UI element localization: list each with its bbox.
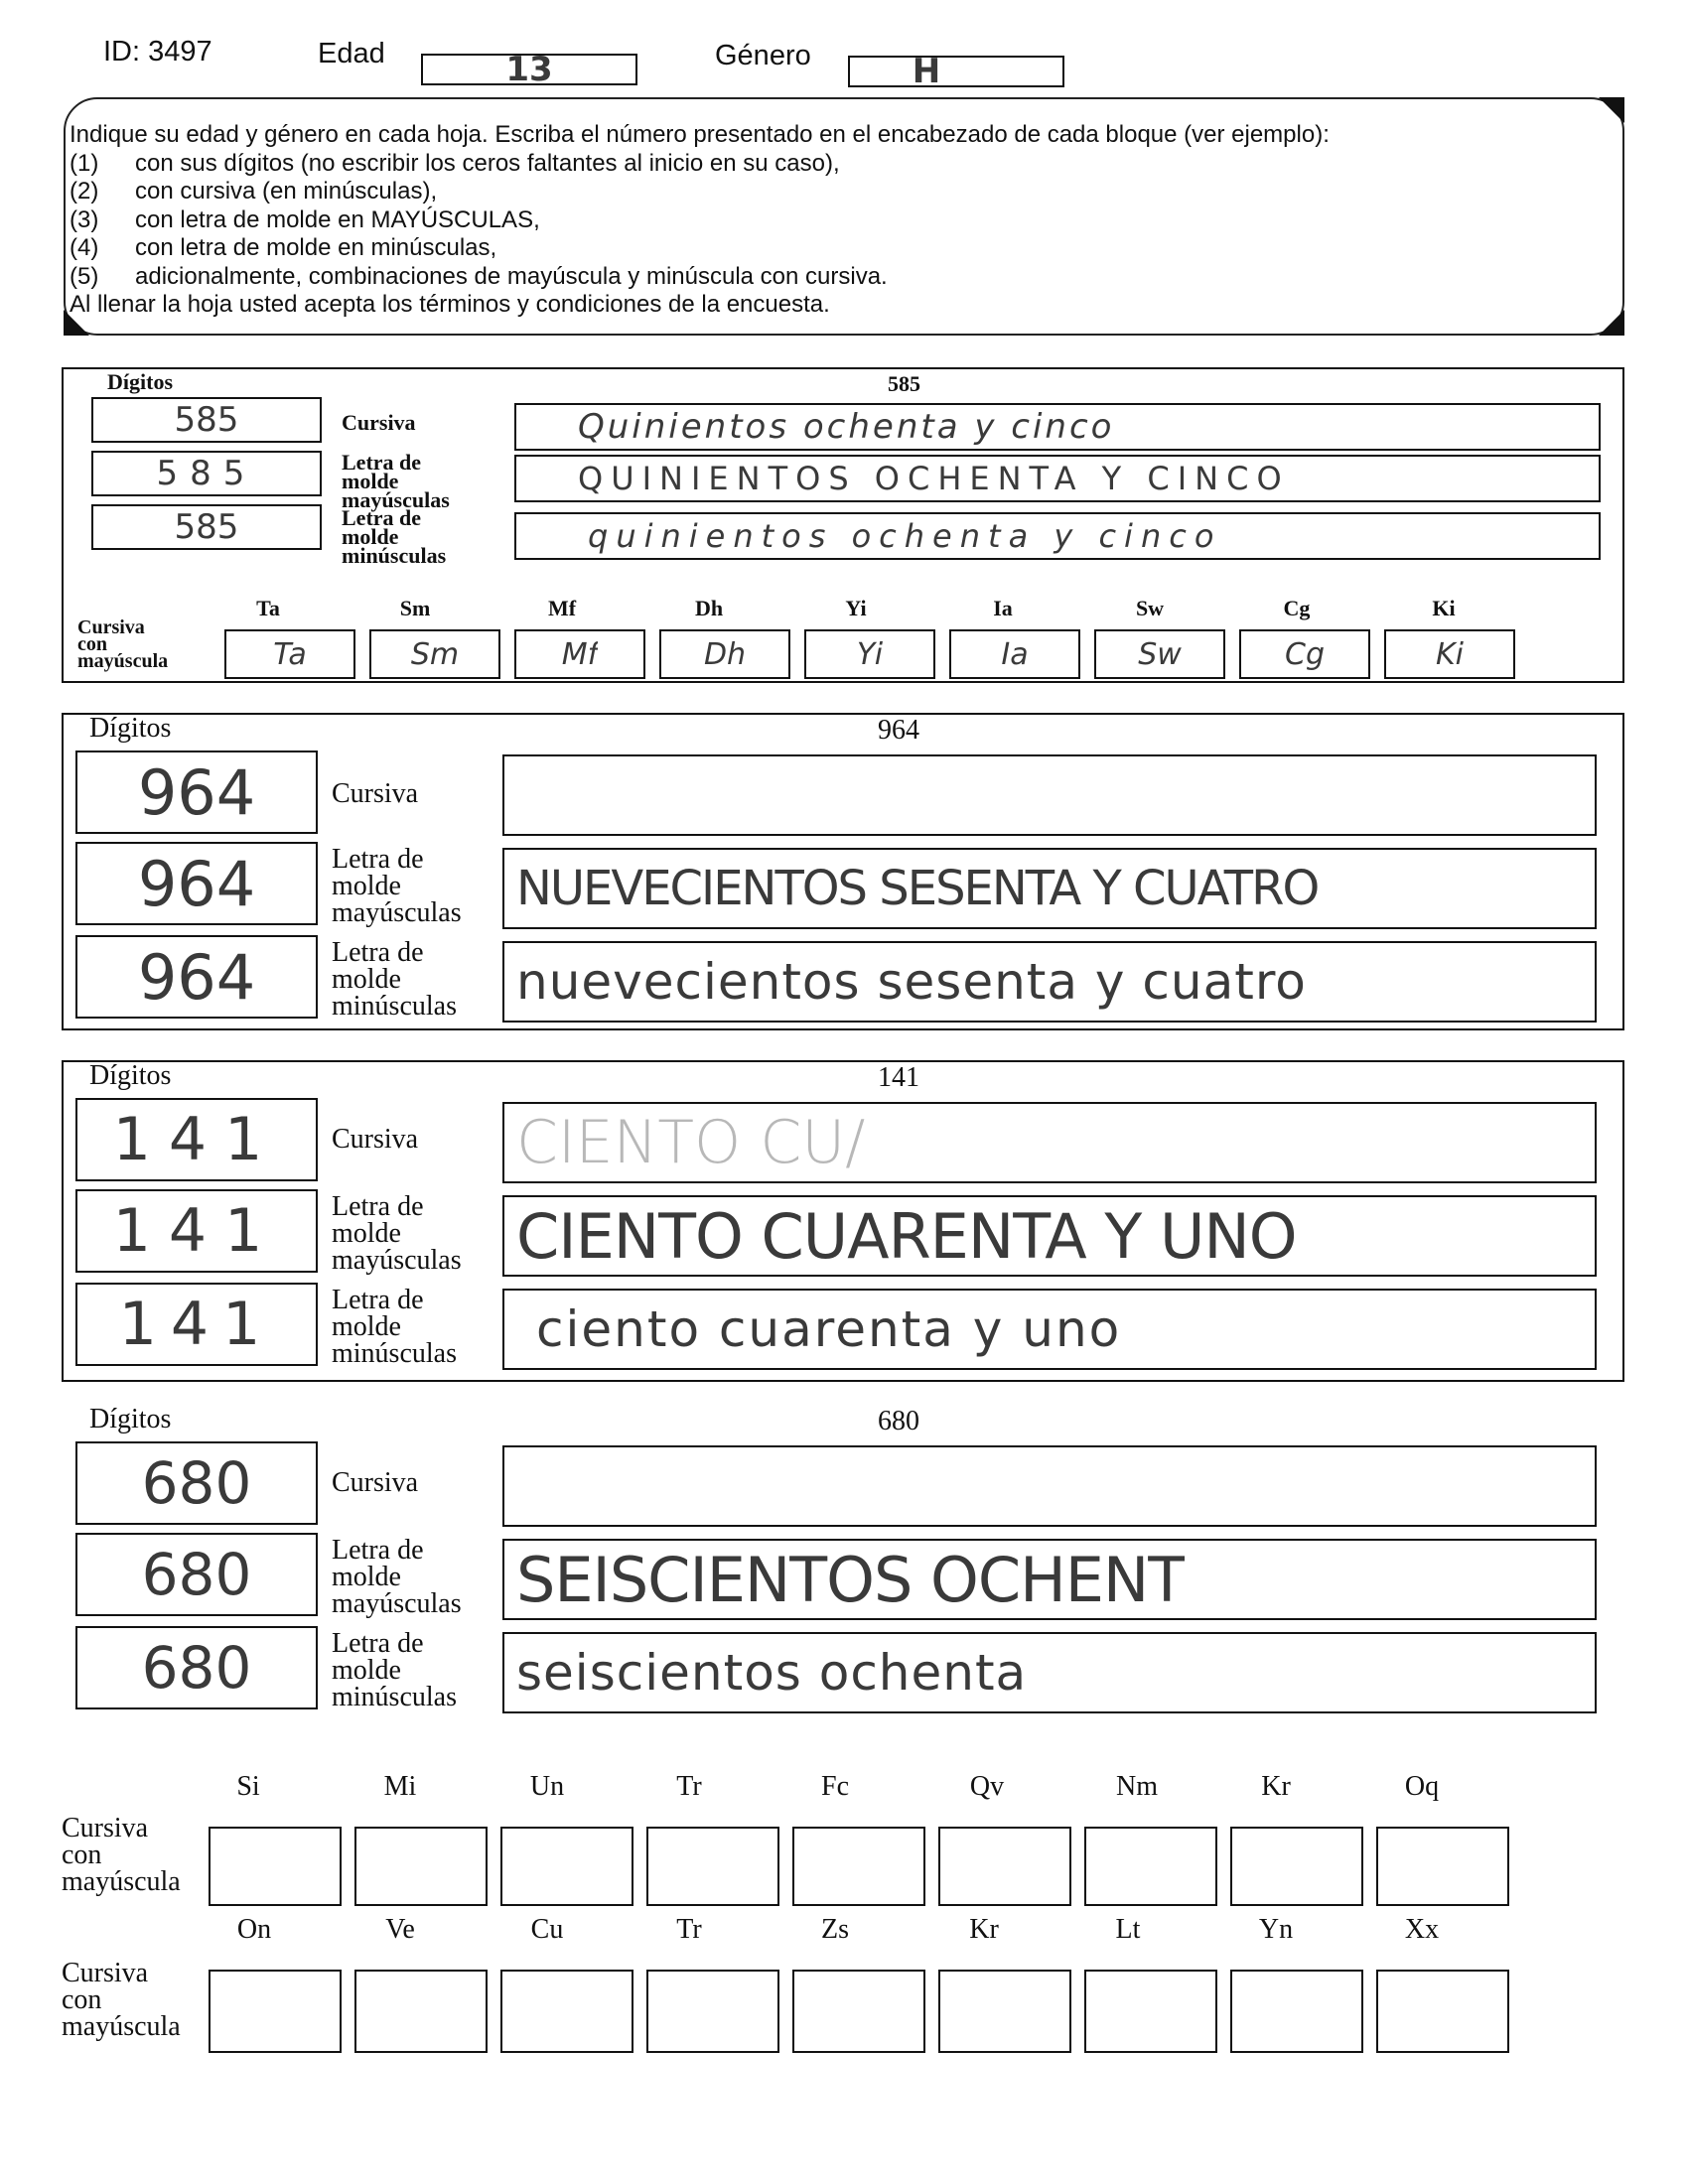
code-field[interactable] <box>1230 1970 1363 2053</box>
number-block-3 <box>62 1404 1624 1725</box>
code-label: Kr <box>969 1914 999 1945</box>
upper-label: Letra de molde mayúsculas <box>332 1191 462 1276</box>
code-field[interactable] <box>792 1970 925 2053</box>
code-field[interactable] <box>1230 1827 1363 1906</box>
code-field[interactable] <box>1376 1827 1509 1906</box>
example-code-label: Dh <box>694 596 724 620</box>
example-cap-label: Cursiva con mayúscula <box>77 616 169 672</box>
example-code-field[interactable]: Mf <box>514 629 645 679</box>
code-label: Lt <box>1115 1914 1141 1945</box>
code-field[interactable] <box>209 1827 342 1906</box>
code-label: Cu <box>530 1914 564 1945</box>
example-code-label: Ia <box>993 596 1013 620</box>
example-number: 585 <box>888 371 920 396</box>
lower-field[interactable]: ciento cuarenta y uno <box>502 1289 1597 1370</box>
code-field[interactable] <box>938 1827 1071 1906</box>
age-value: 13 <box>505 50 553 89</box>
instruction-item: (4) con letra de molde en minúsculas, <box>70 234 497 261</box>
code-label: Qv <box>969 1771 1005 1802</box>
example-code-field[interactable]: Ia <box>949 629 1080 679</box>
number-block-2 <box>62 1060 1624 1382</box>
age-label: Edad <box>318 38 385 69</box>
instructions-closing: Al llenar la hoja usted acepta los términos y condiciones de la encuesta. <box>70 291 830 318</box>
code-label: Fc <box>821 1771 849 1802</box>
digits-field-2[interactable]: 141 <box>75 1189 318 1273</box>
digits-label: Dígitos <box>89 1404 172 1434</box>
example-code-label: Cg <box>1283 596 1311 620</box>
block-number: 680 <box>878 1406 919 1436</box>
example-upper-label: Letra de molde mayúsculas <box>342 450 450 512</box>
cursive-label: Cursiva <box>332 1467 419 1498</box>
code-field[interactable] <box>646 1970 779 2053</box>
example-code-field[interactable]: Ta <box>224 629 355 679</box>
example-code-field[interactable]: Dh <box>659 629 790 679</box>
example-digits-label: Dígitos <box>107 369 173 394</box>
example-lower-field[interactable]: quinientos ochenta y cinco <box>514 512 1601 560</box>
digits-label: Dígitos <box>89 713 172 744</box>
bottom-row-1 <box>0 1767 1688 1906</box>
code-label: On <box>236 1914 272 1945</box>
digits-label: Dígitos <box>89 1060 172 1091</box>
gender-field[interactable] <box>848 52 1064 91</box>
code-field[interactable] <box>1084 1970 1217 2053</box>
instructions-intro: Indique su edad y género en cada hoja. Escriba el número presentado en el encabezado de cada bloque (ver ejemplo): <box>70 121 1330 148</box>
code-label: Un <box>529 1771 565 1802</box>
digits-field-1[interactable]: 141 <box>75 1098 318 1181</box>
code-label: Nm <box>1116 1771 1158 1802</box>
lower-field[interactable]: nuevecientos sesenta y cuatro <box>502 941 1597 1023</box>
gender-label: Género <box>715 40 811 71</box>
digits-field-1[interactable]: 680 <box>75 1441 318 1525</box>
upper-label: Letra de molde mayúsculas <box>332 844 462 928</box>
example-digits-field-3[interactable]: 585 <box>91 504 322 550</box>
code-label: Oq <box>1404 1771 1440 1802</box>
code-field[interactable] <box>938 1970 1071 2053</box>
digits-field-3[interactable]: 680 <box>75 1626 318 1709</box>
example-code-field[interactable]: Sm <box>369 629 500 679</box>
code-label: Mi <box>383 1771 417 1802</box>
instruction-item: (1) con sus dígitos (no escribir los ceros faltantes al inicio en su caso), <box>70 149 840 177</box>
upper-field[interactable]: CIENTO CUARENTA Y UNO <box>502 1195 1597 1277</box>
bottom-row-2 <box>0 1912 1688 2057</box>
example-code-field[interactable]: Cg <box>1239 629 1370 679</box>
number-block-1 <box>62 713 1624 1030</box>
instructions-panel <box>64 97 1624 336</box>
example-code-label: Ki <box>1432 596 1456 620</box>
example-code-label: Ta <box>256 596 280 620</box>
code-label: Tr <box>676 1771 702 1802</box>
example-digits-field-2[interactable]: 585 <box>91 451 322 496</box>
example-cursive-field[interactable]: Quinientos ochenta y cinco <box>514 403 1601 451</box>
cap-label: Cursiva con mayúscula <box>62 1813 181 1897</box>
instruction-item: (5) adicionalmente, combinaciones de mayúscula y minúscula con cursiva. <box>70 262 888 290</box>
example-cursive-label: Cursiva <box>342 410 416 435</box>
code-label: Zs <box>821 1914 849 1945</box>
code-label: Xx <box>1404 1914 1440 1945</box>
cursive-field[interactable] <box>502 1445 1597 1527</box>
code-field[interactable] <box>1084 1827 1217 1906</box>
digits-field-2[interactable]: 680 <box>75 1533 318 1616</box>
block-number: 964 <box>878 715 919 746</box>
example-code-label: Mf <box>547 596 577 620</box>
code-field[interactable] <box>354 1970 488 2053</box>
example-code-label: Sm <box>399 596 431 620</box>
example-code-field[interactable]: Yi <box>804 629 935 679</box>
upper-label: Letra de molde mayúsculas <box>332 1535 462 1619</box>
corner-mark-tr <box>1599 97 1624 123</box>
lower-label: Letra de molde minúsculas <box>332 1628 457 1712</box>
code-field[interactable] <box>646 1827 779 1906</box>
example-code-field[interactable]: Ki <box>1384 629 1515 679</box>
age-field[interactable] <box>421 50 637 89</box>
code-field[interactable] <box>500 1970 633 2053</box>
code-field[interactable] <box>354 1827 488 1906</box>
code-field[interactable] <box>209 1970 342 2053</box>
digits-field-2[interactable]: 964 <box>75 842 318 925</box>
instruction-item: (2) con cursiva (en minúsculas), <box>70 178 438 205</box>
example-lower-label: Letra de molde minúsculas <box>342 505 447 568</box>
example-block <box>62 367 1624 683</box>
cursive-field[interactable]: CIENTO CU/ <box>502 1102 1597 1183</box>
cursive-label: Cursiva <box>332 778 419 809</box>
digits-field-3[interactable]: 964 <box>75 935 318 1019</box>
example-code-field[interactable]: Sw <box>1094 629 1225 679</box>
upper-field[interactable]: NUEVECIENTOS SESENTA Y CUATRO <box>502 848 1597 929</box>
digits-field-3[interactable]: 141 <box>75 1283 318 1366</box>
cap-label: Cursiva con mayúscula <box>62 1958 181 2042</box>
lower-label: Letra de molde minúsculas <box>332 937 457 1022</box>
code-field[interactable] <box>500 1827 633 1906</box>
example-digits-field-1[interactable]: 585 <box>91 397 322 443</box>
code-field[interactable] <box>1376 1970 1509 2053</box>
corner-mark-br <box>1599 310 1624 336</box>
lower-field[interactable]: seiscientos ochenta <box>502 1632 1597 1713</box>
code-label: Yn <box>1258 1914 1294 1945</box>
upper-field[interactable]: SEISCIENTOS OCHENT <box>502 1539 1597 1620</box>
cursive-label: Cursiva <box>332 1124 419 1155</box>
example-code-label: Yi <box>845 596 867 620</box>
code-label: Tr <box>676 1914 702 1945</box>
gender-value: H <box>912 52 941 91</box>
code-label: Si <box>236 1771 260 1802</box>
lower-label: Letra de molde minúsculas <box>332 1285 457 1369</box>
code-label: Kr <box>1261 1771 1291 1802</box>
cursive-field[interactable] <box>502 754 1597 836</box>
example-upper-field[interactable]: QUINIENTOS OCHENTA Y CINCO <box>514 455 1601 502</box>
block-number: 141 <box>878 1062 919 1093</box>
instruction-item: (3) con letra de molde en MAYÚSCULAS, <box>70 205 540 233</box>
code-label: Ve <box>385 1914 415 1945</box>
id-label: ID: 3497 <box>103 36 212 68</box>
example-code-label: Sw <box>1135 596 1165 620</box>
digits-field-1[interactable]: 964 <box>75 751 318 834</box>
code-field[interactable] <box>792 1827 925 1906</box>
